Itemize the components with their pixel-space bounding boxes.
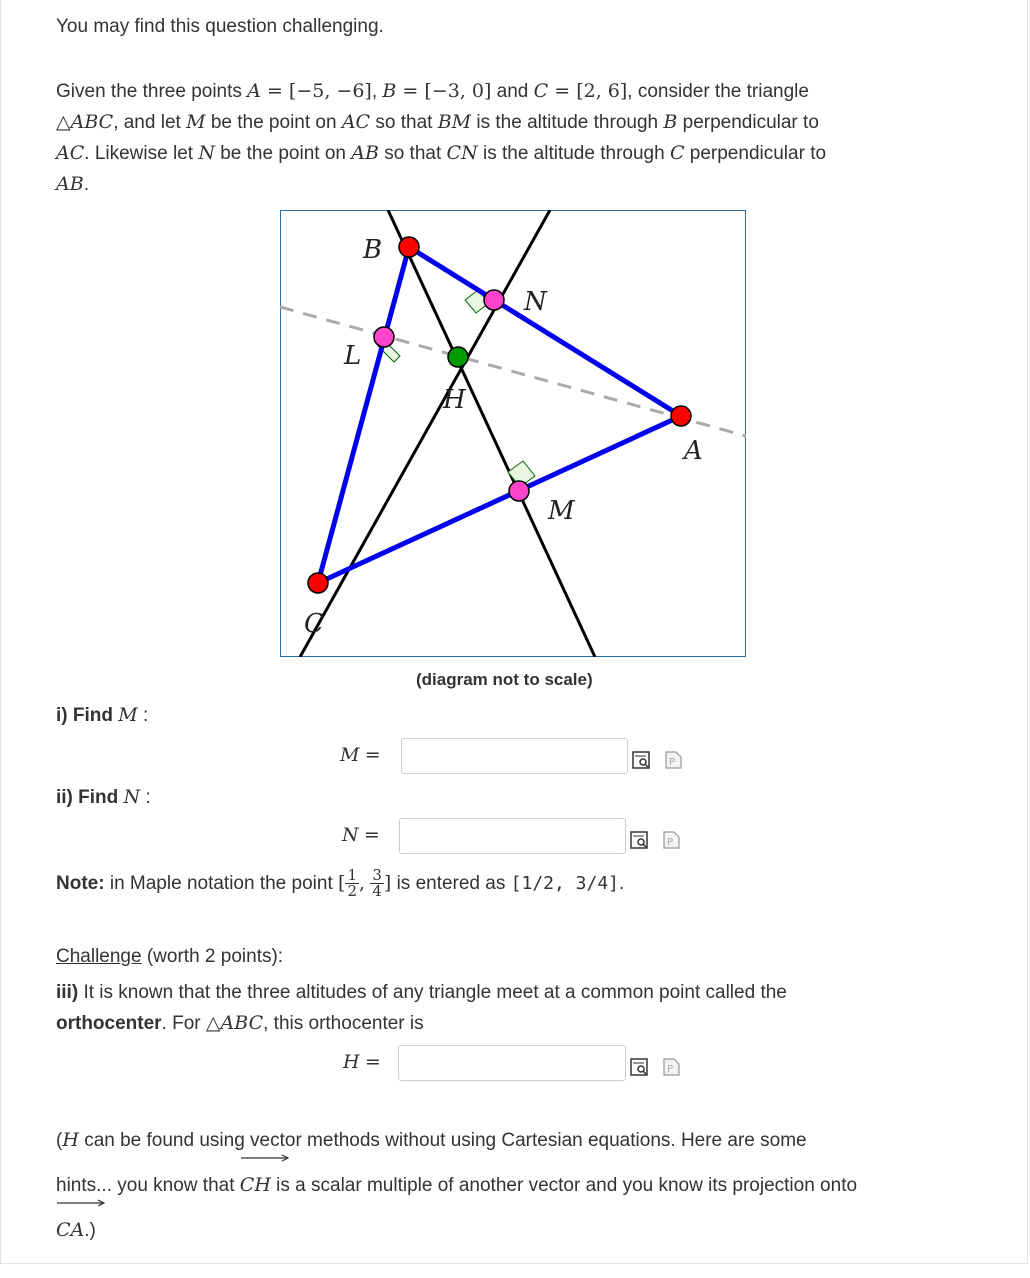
orthocenter-h	[448, 347, 468, 367]
diagram-caption: (diagram not to scale)	[416, 670, 593, 689]
maple-note: Note: in Maple notation the point [ $\frac{1}{2}$ , $\frac{3}{4}$ ] is entered as [1/2, 3/4].	[56, 866, 625, 901]
foot-l	[374, 327, 394, 347]
vertex-b	[399, 237, 419, 257]
answer-n-input[interactable]	[399, 818, 626, 854]
preview-icon[interactable]	[632, 750, 650, 768]
preview-icon[interactable]	[630, 830, 648, 848]
challenge-heading: Challenge (worth 2 points):	[56, 946, 284, 967]
help-icon[interactable]	[662, 830, 680, 848]
triangle-diagram	[280, 210, 746, 657]
label-m: M	[548, 496, 575, 526]
svg-text:P: P	[667, 1064, 674, 1075]
svg-text:P: P	[669, 757, 676, 768]
label-c: C	[304, 609, 324, 639]
hint-text: (H can be found using vector methods without using Cartesian equations. Here are some hints... you know that CH is a scalar multiple of another vector and you know its projection onto CA.)	[56, 1118, 986, 1253]
challenge-text: iii) It is known that the three altitudes of any triangle meet at a common point called the orthocenter. For △ABC, this orthocenter is	[56, 982, 787, 1034]
intro-text: You may find this question challenging.	[56, 16, 384, 37]
q1-lhs: M =	[340, 744, 381, 766]
vertex-a	[671, 406, 691, 426]
question-2-label: ii) Find N :	[56, 786, 151, 808]
label-h: H	[443, 385, 466, 415]
label-a: A	[684, 436, 703, 466]
q2-lhs: N =	[342, 824, 380, 846]
help-icon[interactable]	[662, 1057, 680, 1075]
label-l: L	[344, 341, 362, 371]
foot-m	[509, 481, 529, 501]
vector-ca: CA	[56, 1208, 84, 1253]
foot-n	[484, 290, 504, 310]
question-1-label: i) Find M :	[56, 704, 149, 726]
vector-ch: CH	[240, 1163, 271, 1208]
answer-h-input[interactable]	[398, 1045, 626, 1081]
label-n: N	[524, 287, 547, 317]
problem-statement: Given the three points A = [−5, −6], B = [−3, 0] and C = [2, 6], consider the triangle △ABC, and let M be the point on AC so that BM is the altitude through B perpendicular to AC. Likewise let N be the point on AB so that CN is the altitude through C perpendicular to AB.	[56, 80, 827, 195]
challenge-lhs: H =	[343, 1051, 381, 1073]
label-b: B	[363, 235, 383, 265]
vertex-c	[308, 573, 328, 593]
svg-text:P: P	[667, 837, 674, 848]
preview-icon[interactable]	[630, 1057, 648, 1075]
answer-m-input[interactable]	[401, 738, 628, 774]
help-icon[interactable]	[664, 750, 682, 768]
